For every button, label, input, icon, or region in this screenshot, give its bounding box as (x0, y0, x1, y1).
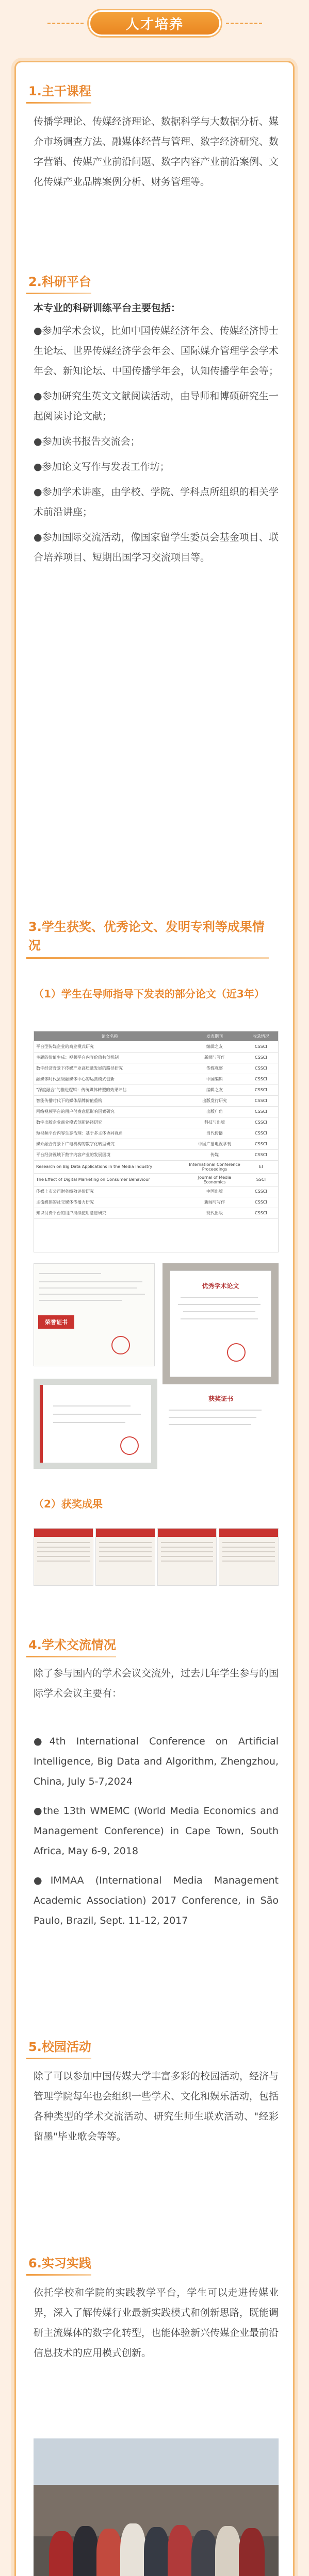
header-right-dash (226, 23, 262, 24)
table-cell: Research on Big Data Applications in the Media Industry (34, 1160, 185, 1173)
seal-icon (111, 1336, 130, 1354)
campus-paragraph: 除了可以参加中国传媒大学丰富多彩的校园活动，经济与管理学院每年也会组织一些学术、文化和娱乐活动，包括各种类型的学术交流活动、研究生师生联欢活动、"经彩留墨"毕业歌会等等。 (34, 2071, 279, 2142)
papers-table (34, 1031, 279, 1252)
research-bullets (34, 321, 279, 568)
certificate-heading: 获奖证书 (208, 1395, 233, 1402)
research-bullet: ●参加国际交流活动，像国家留学生委员会基金项目、联合培养项目、短期出国学习交流项目等。 (34, 532, 279, 563)
certificate-red-cover (34, 1379, 157, 1469)
table-row (34, 1208, 278, 1218)
table-cell: 出版广角 (185, 1106, 244, 1117)
table-cell: 智能传播时代下的媒体品牌价值重构 (34, 1095, 185, 1106)
table-row (34, 1139, 278, 1149)
research-lead: 本专业的科研训练平台主要包括： (34, 302, 181, 314)
award-certificate (157, 1528, 217, 1586)
table-cell: CSSCI (244, 1052, 278, 1063)
section-title-research: 2.科研平台 (26, 272, 91, 290)
table-row (34, 1173, 278, 1186)
research-bullet: ●参加论文写作与发表工作坊； (34, 461, 170, 472)
research-bullet: ●参加研究生英文文献阅读活动，由导师和博硕研究生一起阅读讨论文献； (34, 391, 279, 422)
group-photo-outdoor (34, 2438, 279, 2576)
table-header: 论文名称 (34, 1031, 185, 1041)
exchange-intro: 除了参与国内的学术会议交流外，过去几年学生参与的国际学术会议主要有： (34, 1668, 279, 1699)
table-row (34, 1197, 278, 1208)
papers-table-grid (34, 1031, 278, 1219)
table-cell: 传媒观察 (185, 1063, 244, 1074)
table-cell: 传媒上市公司财务绩效评价研究 (34, 1186, 185, 1197)
certificate-heading: 优秀学术论文 (202, 1282, 239, 1290)
table-cell: "深度融合"的推进逻辑：传统媒体转型的效果评估 (34, 1084, 185, 1095)
section-title-pill (89, 10, 221, 36)
table-row (34, 1149, 278, 1160)
certificate-white (164, 1389, 278, 1477)
section-title-campus: 5.校园活动 (26, 2037, 91, 2055)
header-left-dash (47, 23, 84, 24)
section-title-internship: 6.实习实践 (26, 2253, 91, 2272)
table-cell: 新闻与写作 (185, 1052, 244, 1063)
section-title-exchange: 4.学术交流情况 (26, 1635, 116, 1653)
award-certificate (34, 1528, 93, 1586)
table-cell: 传媒 (185, 1149, 244, 1160)
table-cell: 平台型传媒企业的商业模式研究 (34, 1041, 185, 1052)
research-bullet: ●参加学术讲座，由学校、学院、学科点所组织的相关学术前沿讲座； (34, 486, 279, 518)
table-cell: SSCI (244, 1173, 278, 1186)
table-row (34, 1074, 278, 1084)
conference-item: ●IMMAA (International Media Management Academic Association) 2017 Conference, in São Paulo, Brazil, Sept. 11-12, 2017 (34, 1875, 279, 1926)
certificate-photo (162, 1263, 279, 1384)
table-cell: Journal of Media Economics (185, 1173, 244, 1186)
table-cell: 中国编辑 (185, 1074, 244, 1084)
papers-table-body (34, 1041, 278, 1218)
table-cell: CSSCI (244, 1106, 278, 1117)
table-row (34, 1095, 278, 1106)
award-photos (34, 1528, 279, 1586)
table-cell: 短视频平台内容生态治理：基于多主体协同视角 (34, 1128, 185, 1139)
certificate-images (34, 1260, 279, 1482)
table-row (34, 1128, 278, 1139)
table-cell: CSSCI (244, 1117, 278, 1128)
table-cell: 出版发行研究 (185, 1095, 244, 1106)
research-bullet: ●参加读书报告交流会； (34, 436, 140, 447)
table-cell: 主流媒体的社交媒体传播力研究 (34, 1197, 185, 1208)
internship-paragraph: 依托学校和学院的实践教学平台，学生可以走进传媒业界，深入了解传媒行业最新实践模式和创新思路，既能调研主流媒体的数字化转型，也能体验新兴传媒企业最前沿信息技术的应用模式创新。 (34, 2287, 279, 2359)
conference-item: ●4th International Conference on Artificial Intelligence, Big Data and Algorithm, Zhengzhou, China, July 5-7,2024 (34, 1736, 279, 1787)
table-cell: 现代出版 (185, 1208, 244, 1218)
section-title-achievements: 3.学生获奖、优秀论文、发明专利等成果情况 (26, 918, 269, 955)
papers-subtitle: （1）学生在导师指导下发表的部分论文（近3年） (34, 988, 265, 1000)
table-cell: CSSCI (244, 1095, 278, 1106)
table-cell: CSSCI (244, 1197, 278, 1208)
table-cell: 当代传播 (185, 1128, 244, 1139)
table-cell: 媒介融合背景下广电机构的数字化转型研究 (34, 1139, 185, 1149)
table-row (34, 1052, 278, 1063)
table-cell: 数字经济背景下传媒产业高质量发展的路径研究 (34, 1063, 185, 1074)
table-cell: 编辑之友 (185, 1084, 244, 1095)
table-cell: The Effect of Digital Marketing on Consumer Behaviour (34, 1173, 185, 1186)
table-cell: CSSCI (244, 1041, 278, 1052)
table-header: 收录情况 (244, 1031, 278, 1041)
table-row (34, 1041, 278, 1052)
certificate-scan (34, 1263, 155, 1366)
table-cell: CSSCI (244, 1208, 278, 1218)
table-cell: 网络视频平台的用户付费意愿影响因素研究 (34, 1106, 185, 1117)
seal-icon (227, 1343, 246, 1362)
table-row (34, 1063, 278, 1074)
exchange-list (34, 1732, 279, 1931)
header (0, 0, 309, 46)
table-header: 发表期刊 (185, 1031, 244, 1041)
award-certificate (95, 1528, 155, 1586)
table-cell: 知识付费平台的用户持续使用意愿研究 (34, 1208, 185, 1218)
table-cell: CSSCI (244, 1074, 278, 1084)
conference-item: ●the 13th WMEMC (World Media Economics and Management Conference) in Cape Town, South Africa, May 6-9, 2018 (34, 1805, 279, 1857)
content-card (14, 61, 295, 2576)
table-row (34, 1186, 278, 1197)
awards-subtitle: （2）获奖成果 (34, 1498, 103, 1510)
page-title: 人才培养 (125, 16, 184, 32)
research-bullet: ●参加学术会议，比如中国传媒经济年会、传媒经济博士生论坛、世界传媒经济学会年会、国际媒介管理学会学术年会、新知论坛、中国传播学年会，认知传播学年会等； (34, 325, 279, 377)
table-cell: EI (244, 1160, 278, 1173)
seal-icon (120, 1436, 139, 1455)
table-cell: 新闻与写作 (185, 1197, 244, 1208)
section-title-courses: 1.主干课程 (26, 81, 91, 99)
table-cell: 平台经济视域下数字内容产业的发展困境 (34, 1149, 185, 1160)
table-cell: 数字出版企业商业模式创新路径研究 (34, 1117, 185, 1128)
table-cell: CSSCI (244, 1186, 278, 1197)
table-cell: CSSCI (244, 1084, 278, 1095)
table-cell: CSSCI (244, 1063, 278, 1074)
table-row (34, 1117, 278, 1128)
table-cell: 中国广播电视学刊 (185, 1139, 244, 1149)
table-cell: 主题的价值生成：视频平台内容价值共创机制 (34, 1052, 185, 1063)
table-row (34, 1084, 278, 1095)
table-cell: 编辑之友 (185, 1041, 244, 1052)
table-cell: 中国出版 (185, 1186, 244, 1197)
table-cell: CSSCI (244, 1149, 278, 1160)
table-cell: 科技与出版 (185, 1117, 244, 1128)
award-banner: 荣誉证书 (38, 1315, 74, 1329)
table-row (34, 1106, 278, 1117)
table-cell: CSSCI (244, 1128, 278, 1139)
table-row (34, 1160, 278, 1173)
table-cell: 融媒体时代县级融媒体中心的运营模式创新 (34, 1074, 185, 1084)
award-certificate (219, 1528, 279, 1586)
table-cell: CSSCI (244, 1139, 278, 1149)
table-cell: International Conference Proceedings (185, 1160, 244, 1173)
courses-paragraph: 传播学理论、传媒经济理论、数据科学与大数据分析、媒介市场调查方法、融媒体经营与管理、数字经济研究、数字营销、传媒产业前沿问题、数字内容产业前沿案例、文化传媒产业品牌案例分析、财务管理等。 (34, 116, 279, 188)
